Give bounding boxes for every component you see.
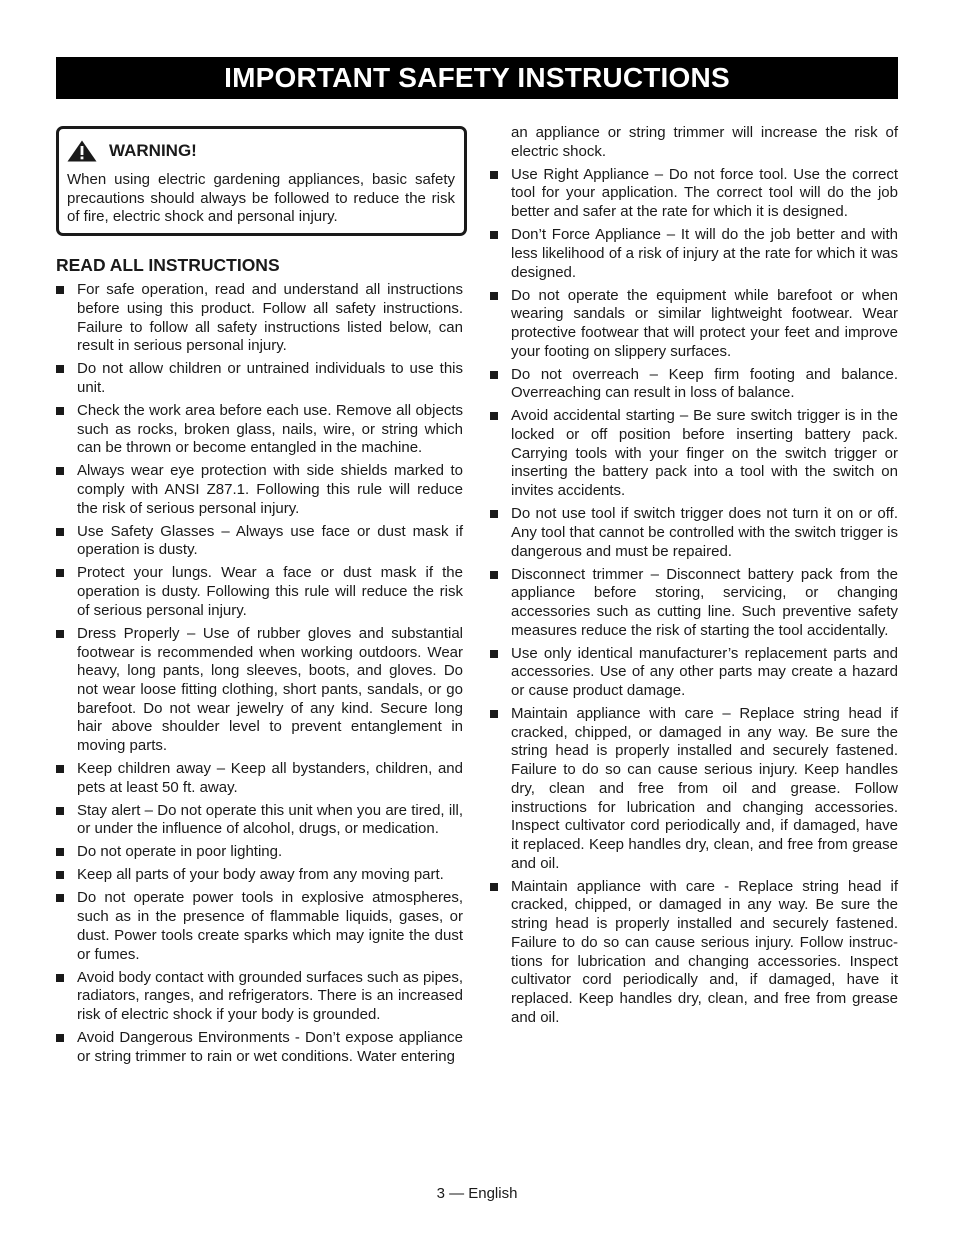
instruction-item [490,505,898,561]
instruction-text: Maintain appliance with care – Replace string head if cracked, chipped, or damaged in any way. Be sure the string head is properly installed and securely fastened. Failure to do so can cause serious injury. Keep handles dry, clean and free from oil and grease. Follow instructions for lubrication and changing accessories. Inspect cultivator cord periodically and, if damaged, have it replaced. Keep handles dry, clean, and free from grease and oil. [511,705,898,872]
instruction-item [490,878,898,1028]
square-bullet-icon [490,371,498,379]
instruction-item [56,360,463,397]
instruction-item [56,843,463,862]
warning-box [56,126,467,236]
square-bullet-icon [56,894,64,902]
instruction-item [490,645,898,701]
square-bullet-icon [490,231,498,239]
instruction-item [490,366,898,403]
square-bullet-icon [490,883,498,891]
instruction-item [56,523,463,560]
square-bullet-icon [56,848,64,856]
instruction-item [56,802,463,839]
instruction-item [490,226,898,282]
instruction-text: Don’t Force Appliance – It will do the job better and with less likelihood of a risk of injury at the rate for which it was designed. [511,226,898,281]
warning-title: WARNING! [109,141,197,160]
instruction-text: Use only identical manufacturer’s replacement parts and accessories. Use of any other parts may create a hazard or cause product damage. [511,644,898,700]
instruction-text: Do not operate power tools in explosive atmospheres, such as in the presence of flammable liquids, gases, or dust. Power tools create sparks which may ignite the dust or fumes. [77,889,463,963]
instruction-item [56,462,463,518]
instruction-item [56,969,463,1025]
square-bullet-icon [56,765,64,773]
left-column [56,126,463,1071]
square-bullet-icon [56,528,64,536]
instruction-item [56,564,463,620]
instruction-text: Do not allow children or untrained individuals to use this unit. [77,360,463,396]
square-bullet-icon [56,365,64,373]
left-instruction-list [56,281,463,1066]
square-bullet-icon [56,569,64,577]
instruction-item [490,705,898,873]
instruction-item [490,566,898,641]
square-bullet-icon [490,171,498,179]
instruction-item [56,281,463,356]
instruction-text: Avoid accidental starting – Be sure switch trigger is in the locked or off position before inserting battery pack. Carrying tools with your finger on the switch trigger or inserting the battery pack into a tool with the switch on invites accidents. [511,407,898,500]
instruction-text: Maintain appliance with care - Replace string head if cracked, chipped, or damaged in any way. Be sure the string head is properly installed and securely fastened. Failure to do so can cause serious injury. Follow instructions for lubrication and changing accessories. Inspect cultivator cord periodically and, if damaged, have it replaced. Keep handles dry, clean, and free from grease and oil. [511,877,898,1026]
instruction-text: Do not operate the equipment while barefoot or when wearing sandals or similar lightweight footwear. Wear protective footwear that will protect your feet and improve your footing on slippery surfaces. [511,286,898,360]
instruction-text: Use Right Appliance – Do not force tool. Use the correct tool for your application. The correct tool will do the job better and safer at the rate for which it is designed. [511,165,898,221]
instruction-text: Disconnect trimmer – Disconnect battery pack from the appliance before storing, servicing, or changing accessories such as cutting line. Such preventive safety measures reduce the risk of starting the tool accidentally. [511,565,898,639]
page-footer: 3 — English [436,1185,518,1202]
square-bullet-icon [490,412,498,420]
square-bullet-icon [56,871,64,879]
square-bullet-icon [56,467,64,475]
square-bullet-icon [490,510,498,518]
warning-triangle-icon [67,140,97,162]
warning-text: When using electric gardening appliances, basic safety precautions should always be followed to reduce the risk of fire, electric shock and personal injury. [67,171,455,226]
right-instruction-list [490,166,898,1028]
instruction-text: Do not use tool if switch trigger does not turn it on or off. Any tool that cannot be controlled with the switch trigger is dangerous and must be repaired. [511,505,898,560]
instruction-text: Do not overreach – Keep firm footing and balance. Overreaching can result in loss of balance. [511,365,898,402]
instruction-text: Keep all parts of your body away from any moving part. [77,866,444,884]
instruction-item [56,760,463,797]
instruction-text: Always wear eye protection with side shields marked to comply with ANSI Z87.1. Following this rule will reduce the risk of serious personal injury. [77,462,463,517]
instruction-text: For safe operation, read and understand all instructions before using this product. Follow all safety instructions. Failure to follow all safety instructions listed below, can result in serious personal injury. [77,281,463,355]
instruction-text: Avoid Dangerous Environments - Don’t expose appliance or string trimmer to rain or wet conditions. Water entering [77,1028,463,1065]
square-bullet-icon [56,1034,64,1042]
instruction-item [56,402,463,458]
instruction-item [490,287,898,362]
instruction-text: Keep children away – Keep all bystanders, children, and pets at least 50 ft. away. [77,760,463,796]
square-bullet-icon [490,571,498,579]
square-bullet-icon [56,974,64,982]
instruction-text: Dress Properly – Use of rubber gloves and substantial footwear is recommended when working outdoors. Wear heavy, long pants, long sleeves, boots, and gloves. Do not wear loose fitting clothing, short pants, sandals, or go barefoot. Do not wear jewelry of any kind. Secure long hair above shoulder level to prevent entanglement in moving parts. [77,624,463,755]
instruction-text: Check the work area before each use. Remove all objects such as rocks, broken glass, nails, wire, or string which can be thrown or become entangled in the machine. [77,401,463,457]
instruction-item [56,1029,463,1066]
instruction-text: Do not operate in poor lighting. [77,843,283,861]
section-heading: READ ALL INSTRUCTIONS [56,255,280,276]
square-bullet-icon [490,710,498,718]
instruction-item [56,866,463,885]
instruction-text: Protect your lungs. Wear a face or dust mask if the operation is dusty. Following this rule will reduce the risk of serious personal injury. [77,564,463,619]
instruction-text: Stay alert – Do not operate this unit when you are tired, ill, or under the influence of alcohol, drugs, or medication. [77,801,463,838]
square-bullet-icon [490,650,498,658]
instruction-item [56,889,463,964]
instruction-text: Avoid body contact with grounded surfaces such as pipes, radiators, ranges, and refrigerators. There is an increased risk of electric shock if your body is grounded. [77,968,463,1023]
instruction-text: Use Safety Glasses – Always use face or dust mask if operation is dusty. [77,522,463,559]
square-bullet-icon [56,407,64,415]
square-bullet-icon [490,292,498,300]
instruction-item [490,166,898,222]
instruction-item [490,407,898,501]
square-bullet-icon [56,286,64,294]
square-bullet-icon [56,807,64,815]
instruction-item [56,625,463,756]
right-column [490,124,898,1032]
continued-text: an appliance or string trimmer will increase the risk of electric shock. [511,124,898,160]
square-bullet-icon [56,630,64,638]
warning-header [67,140,455,162]
page-title: IMPORTANT SAFETY INSTRUCTIONS [56,57,898,99]
